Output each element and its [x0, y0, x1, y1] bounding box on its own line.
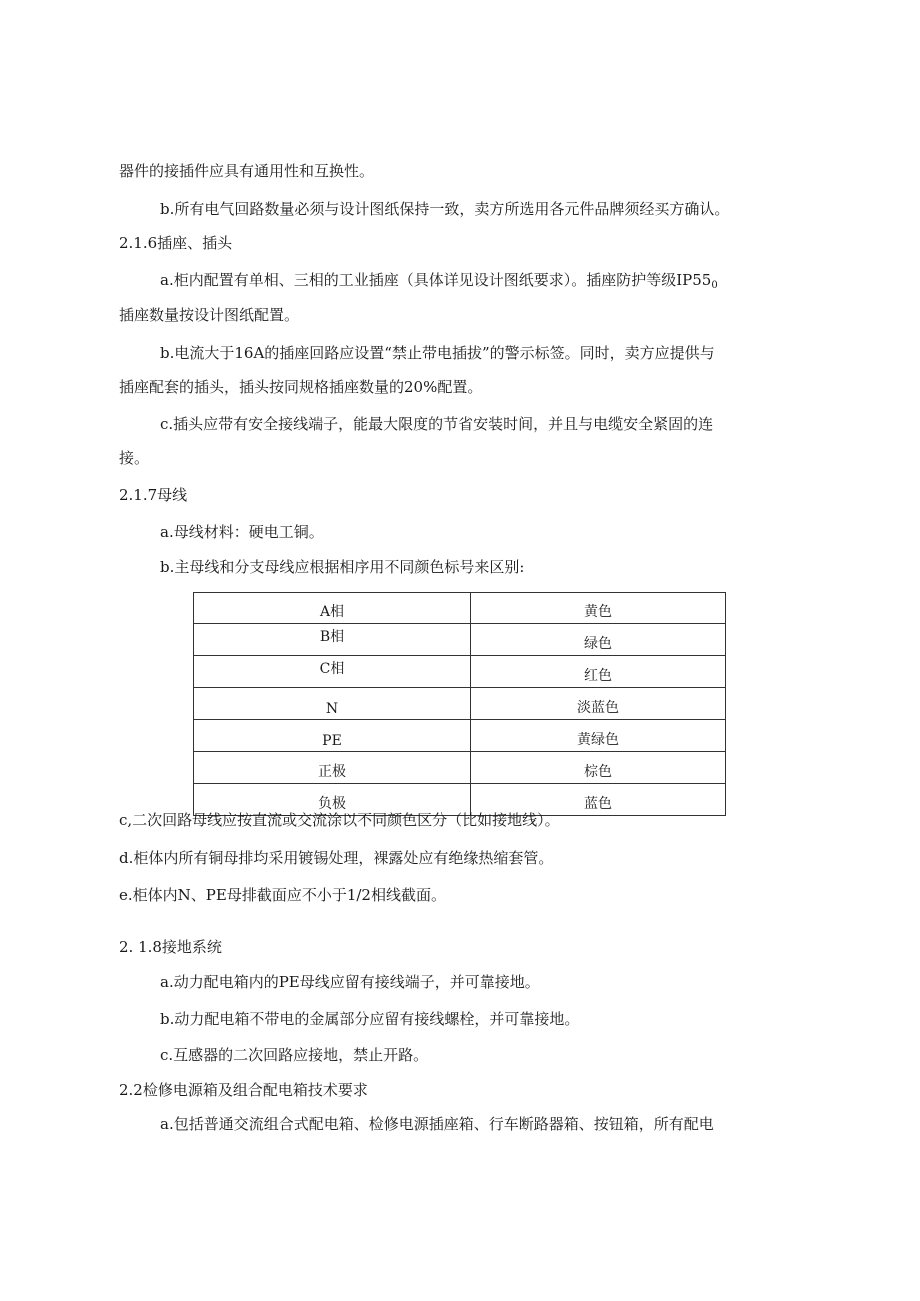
phase-cell: C相 [194, 656, 471, 688]
paragraph-transformer-secondary: c.互感器的二次回路应接地，禁止开路。 [160, 1046, 429, 1064]
ip-rating-subscript: 0 [711, 280, 718, 291]
table-row [194, 688, 726, 720]
table-row [194, 720, 726, 752]
color-cell: 棕色 [471, 752, 726, 784]
phase-cell: 正极 [194, 752, 471, 784]
color-cell: 绿色 [471, 624, 726, 656]
color-cell: 蓝色 [471, 784, 726, 816]
section-heading-2-1-6: 2.1.6插座、插头 [119, 234, 233, 252]
section-heading-2-1-7: 2.1.7母线 [119, 486, 188, 504]
paragraph-plug-supply: 插座配套的插头，插头按同规格插座数量的20%配置。 [119, 378, 483, 396]
paragraph-warning-label: b.电流大于16A的插座回路应设置“禁止带电插拔”的警示标签。同时，卖方应提供与 [160, 344, 715, 362]
phase-color-table [193, 592, 726, 816]
phase-cell: PE [194, 720, 471, 752]
table-row [194, 593, 726, 624]
paragraph-secondary-busbar: c,二次回路母线应按直流或交流涂以不同颜色区分（比如接地线）。 [119, 811, 560, 829]
phase-cell: A相 [194, 593, 471, 624]
paragraph-n-pe-section: e.柜体内N、PE母排截面应不小于1/2相线截面。 [119, 886, 446, 904]
table-row [194, 656, 726, 688]
color-cell: 黄绿色 [471, 720, 726, 752]
paragraph-circuit-count: b.所有电气回路数量必须与设计图纸保持一致，卖方所选用各元件品牌须经买方确认。 [160, 200, 730, 218]
paragraph-metal-grounding: b.动力配电箱不带电的金属部分应留有接线螺栓，并可靠接地。 [160, 1010, 580, 1028]
paragraph-busbar-material: a.母线材料：硬电工铜。 [160, 523, 324, 541]
paragraph-connector-interchangeability: 器件的接插件应具有通用性和互换性。 [119, 162, 375, 180]
color-cell: 红色 [471, 656, 726, 688]
paragraph-plug-terminal: c.插头应带有安全接线端子，能最大限度的节省安装时间，并且与电缆安全紧固的连 [160, 415, 714, 433]
section-heading-2-2: 2.2检修电源箱及组合配电箱技术要求 [119, 1081, 368, 1099]
paragraph-distribution-boxes: a.包括普通交流组合式配电箱、检修电源插座箱、行车断路器箱、按钮箱，所有配电 [160, 1115, 714, 1133]
paragraph-plug-terminal-cont: 接。 [119, 449, 150, 467]
color-cell: 淡蓝色 [471, 688, 726, 720]
table-row [194, 624, 726, 656]
paragraph-socket-quantity: 插座数量按设计图纸配置。 [119, 306, 300, 324]
paragraph-busbar-colors: b.主母线和分支母线应根据相序用不同颜色标号来区别: [160, 558, 525, 576]
phase-cell: N [194, 688, 471, 720]
paragraph-tin-plating: d.柜体内所有铜母排均采用镀锡处理，裸露处应有绝缘热缩套管。 [119, 849, 554, 867]
paragraph-pe-busbar-terminal: a.动力配电箱内的PE母线应留有接线端子，并可靠接地。 [160, 973, 540, 991]
color-cell: 黄色 [471, 593, 726, 624]
table-row [194, 752, 726, 784]
phase-cell: B相 [194, 624, 471, 656]
phase-cell: 负极 [194, 784, 471, 816]
paragraph-industrial-socket-text: a.柜内配置有单相、三相的工业插座（具体详见设计图纸要求）。插座防护等级IP55 [160, 271, 712, 289]
paragraph-industrial-socket [160, 270, 718, 296]
section-heading-2-1-8: 2. 1.8接地系统 [119, 938, 222, 956]
